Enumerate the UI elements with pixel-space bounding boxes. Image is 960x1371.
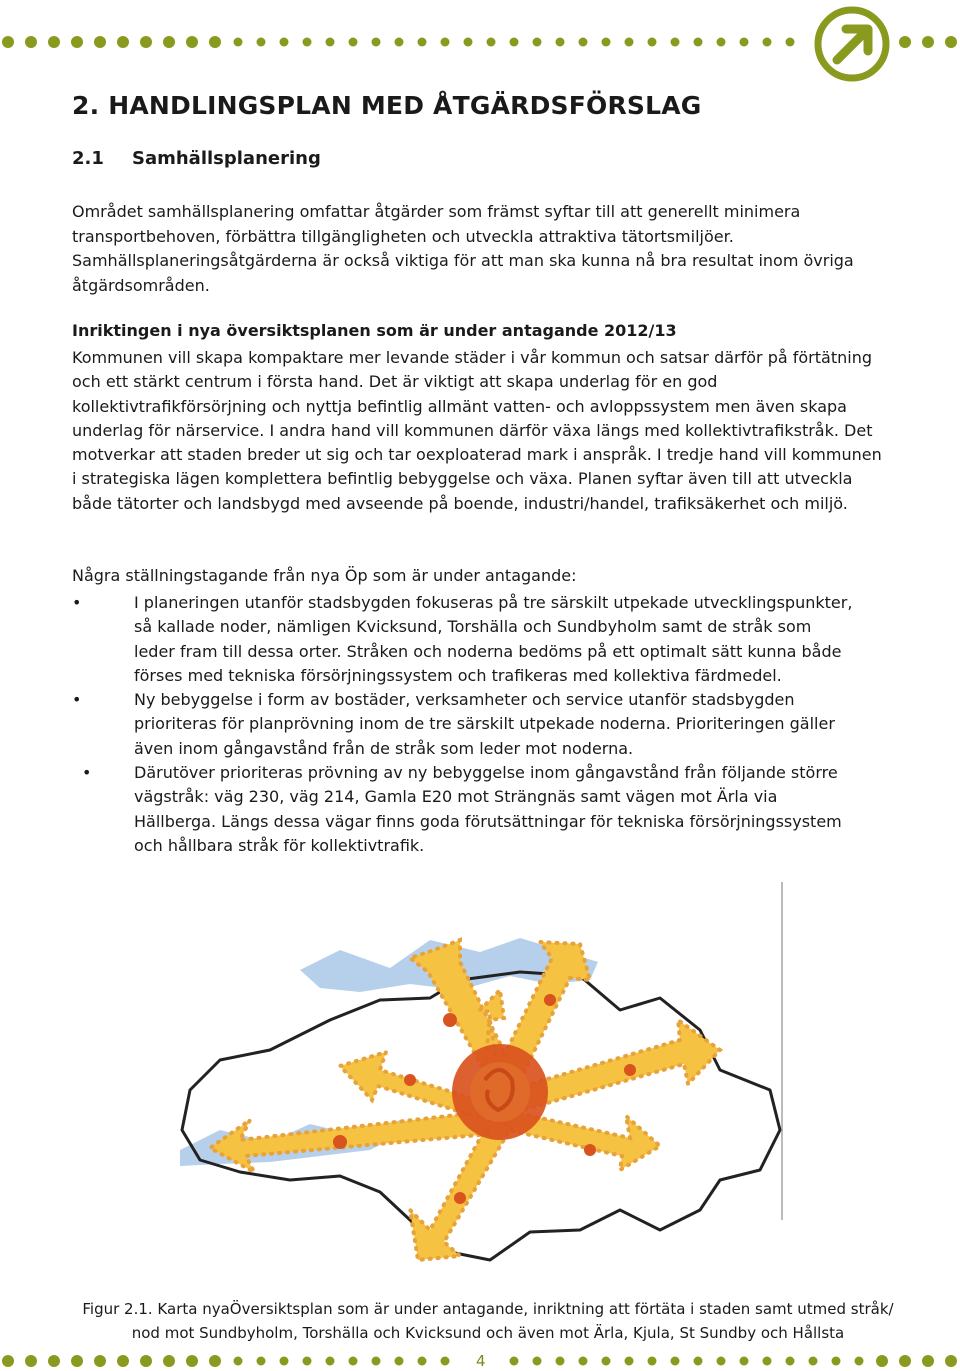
decorative-dot — [209, 36, 221, 48]
decorative-dot — [140, 1355, 152, 1367]
arrow-logo-icon — [812, 4, 892, 84]
chapter-heading: 2. HANDLINGSPLAN MED ÅTGÄRDSFÖRSLAG — [72, 91, 702, 120]
decorative-dot — [786, 1357, 795, 1366]
section-number: 2.1 — [72, 148, 104, 169]
decorative-dot — [786, 38, 795, 47]
decorative-dot — [945, 36, 957, 48]
bullet-icon: • — [72, 690, 82, 710]
list-item-text: Ny bebyggelse i form av bostäder, verksamheter och service utanför stadsbygden prioriteras för planprövning inom de tre särskilt utpekade noderna. Prioriteringen gäller även inom gångavstånd från de stråk som leder mot noderna. — [134, 690, 835, 758]
decorative-dot — [234, 1357, 243, 1366]
decorative-dot — [209, 1355, 221, 1367]
bullet-icon: • — [82, 763, 92, 783]
decorative-dot — [280, 38, 289, 47]
decorative-dot — [186, 1355, 198, 1367]
development-map — [160, 880, 800, 1290]
bullet-icon: • — [72, 593, 82, 612]
list-item-text: Därutöver prioriteras prövning av ny bebyggelse inom gångavstånd från följande större vägstråk: väg 230, väg 214, Gamla E20 mot Strängnäs samt vägen mot Ärla via Hällberga. Längs dessa vägar finns goda förutsättningar för tekniska försörjningssystem och hållbara stråk för kollektivtrafik. — [134, 763, 842, 855]
decorative-dot — [48, 1355, 60, 1367]
decorative-dot — [257, 1357, 266, 1366]
decorative-dot — [740, 38, 749, 47]
decorative-dot — [763, 38, 772, 47]
decorative-dot — [303, 1357, 312, 1366]
decorative-dot — [625, 38, 634, 47]
figure-caption: Figur 2.1. Karta nyaÖversiktsplan som är under antagande, inriktning att förtäta i staden samt utmed stråk/ nod mot Sundbyholm, Torshälla och Kvicksund och även mot Ärla, Kjula, St Sundby och Hållsta — [82, 1300, 894, 1342]
decorative-dot — [487, 38, 496, 47]
decorative-dot — [579, 38, 588, 47]
decorative-dot — [326, 38, 335, 47]
decorative-dot — [418, 1357, 427, 1366]
section-heading — [72, 148, 321, 169]
decorative-dot — [648, 38, 657, 47]
list-intro: Några ställningstagande från nya Öp som är under antagande: — [72, 566, 577, 585]
page-number: 4 — [476, 1352, 486, 1370]
decorative-dot — [671, 38, 680, 47]
decorative-dot — [464, 38, 473, 47]
decorative-dot — [717, 38, 726, 47]
subheading: Inriktingen i nya översiktsplanen som är under antagande 2012/13 — [72, 321, 677, 340]
decorative-dot — [855, 1357, 864, 1366]
decorative-dot — [71, 36, 83, 48]
decorative-dot — [117, 36, 129, 48]
decorative-dot — [945, 1355, 957, 1367]
decorative-dot — [556, 1357, 565, 1366]
decorative-dot — [395, 38, 404, 47]
decorative-dot — [395, 1357, 404, 1366]
decorative-dot — [922, 36, 934, 48]
decorative-dot — [602, 1357, 611, 1366]
decorative-dot — [922, 1355, 934, 1367]
decorative-dot — [140, 36, 152, 48]
list-item-text: I planeringen utanför stadsbygden fokuseras på tre särskilt utpekade utvecklingspunkter, så kallade noder, nämligen Kvicksund, Torshälla och Sundbyholm samt de stråk som leder fram till dessa orter. Stråken och noderna bedöms på ett optimalt sätt kunna både förses med tekniska försörjningssystem och trafikeras med kollektiva färdmedel. — [134, 593, 853, 685]
decorative-dot — [163, 36, 175, 48]
list-item — [72, 591, 854, 688]
decorative-dot — [349, 38, 358, 47]
decorative-dot — [694, 1357, 703, 1366]
decorative-dot — [648, 1357, 657, 1366]
decorative-dot — [533, 38, 542, 47]
decorative-dot — [899, 1355, 911, 1367]
decorative-dot — [671, 1357, 680, 1366]
bullet-list — [72, 591, 892, 858]
decorative-dot — [510, 38, 519, 47]
decorative-dot — [510, 1357, 519, 1366]
decorative-dot — [186, 36, 198, 48]
decorative-dot — [280, 1357, 289, 1366]
decorative-dot — [740, 1357, 749, 1366]
decorative-dot — [372, 38, 381, 47]
decorative-dot — [117, 1355, 129, 1367]
decorative-dot — [94, 1355, 106, 1367]
decorative-dot — [533, 1357, 542, 1366]
decorative-dot — [441, 38, 450, 47]
decorative-dot — [717, 1357, 726, 1366]
section-title: Samhällsplanering — [132, 148, 321, 169]
decorative-dot — [372, 1357, 381, 1366]
decorative-dot — [349, 1357, 358, 1366]
decorative-dot — [2, 1355, 14, 1367]
decorative-dot — [25, 1355, 37, 1367]
decorative-dot — [2, 36, 14, 48]
decorative-dot — [418, 38, 427, 47]
decorative-dot — [257, 38, 266, 47]
decorative-dot — [326, 1357, 335, 1366]
decorative-dot — [234, 38, 243, 47]
intro-paragraph: Området samhällsplanering omfattar åtgärder som främst syftar till att generellt minimera transportbehoven, förbättra tillgängligheten och utveckla attraktiva tätortsmiljöer. Samhällsplaneringsåtgärderna är också viktiga för att man ska kunna nå bra resultat inom övriga åtgärdsområden. — [72, 202, 854, 295]
list-item — [72, 761, 854, 858]
decorative-dot — [25, 36, 37, 48]
decorative-dot — [832, 1357, 841, 1366]
decorative-dot — [94, 36, 106, 48]
decorative-dot — [694, 38, 703, 47]
body-paragraph: Kommunen vill skapa kompaktare mer levande städer i vår kommun och satsar därför på förtätning och ett stärkt centrum i första hand. Det är viktigt att skapa underlag för en god kollektivtrafikförsörjning och nyttja befintlig allmänt vatten- och avloppssystem men även skapa underlag för närservice. I andra hand vill kommunen därför växa längs med kollektivtrafikstråk. Det motverkar att staden breder ut sig och tar oexploaterad mark i anspråk. I tredje hand vill kommunen i strategiska lägen komplettera befintlig bebyggelse och växa. Planen syftar även till att utveckla både tätorter och landsbygd med avseende på boende, industri/handel, trafiksäkerhet och miljö. — [72, 348, 882, 513]
list-item — [72, 688, 854, 761]
decorative-dot — [71, 1355, 83, 1367]
decorative-dot — [163, 1355, 175, 1367]
decorative-dot — [441, 1357, 450, 1366]
decorative-dot — [556, 38, 565, 47]
decorative-dot — [763, 1357, 772, 1366]
decorative-dot — [579, 1357, 588, 1366]
decorative-dot — [48, 36, 60, 48]
decorative-dot — [899, 36, 911, 48]
decorative-dot — [809, 1357, 818, 1366]
decorative-dot — [602, 38, 611, 47]
decorative-dot — [303, 38, 312, 47]
decorative-dot — [625, 1357, 634, 1366]
decorative-dot — [876, 1355, 888, 1367]
